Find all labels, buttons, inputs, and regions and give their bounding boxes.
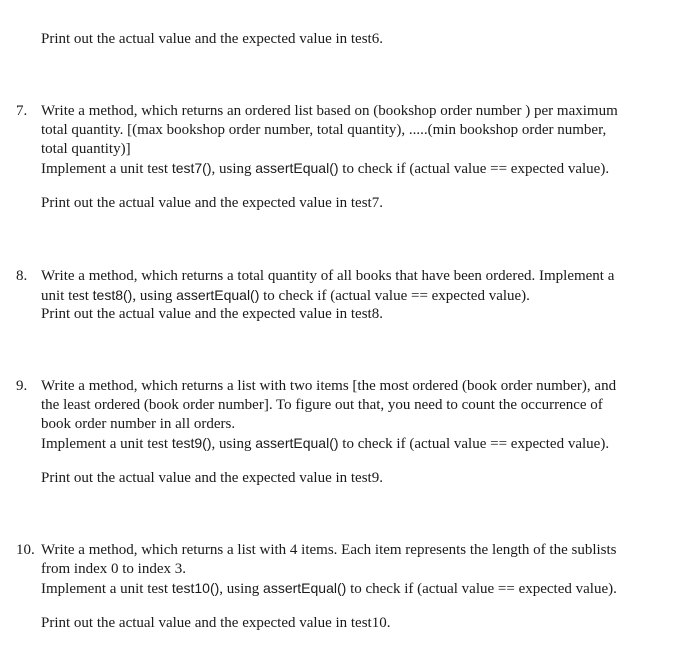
item-text-line: total quantity)]	[41, 141, 131, 157]
item-text-line: from index 0 to index 3.	[41, 561, 186, 577]
item-text-line: Write a method, which returns a list with two items [the most ordered (book order number), and	[41, 378, 617, 394]
assert-method-name: assertEqual()	[263, 580, 347, 596]
implement-suffix: to check if (actual value == expected value).	[338, 161, 610, 177]
implement-mid: , using	[211, 161, 256, 177]
item-print-line: Print out the actual value and the expected value in test8.	[41, 306, 383, 322]
assert-method-name: assertEqual()	[176, 287, 260, 303]
test-method-name: test9()	[171, 435, 212, 451]
item-implement-line	[41, 579, 617, 599]
item-text-line: total quantity. [(max bookshop order number, total quantity), .....(min bookshop order number,	[41, 122, 607, 138]
implement-prefix: Implement a unit test	[41, 436, 172, 452]
implement-mid: , using	[219, 581, 264, 597]
item-6-print-line: Print out the actual value and the expected value in test6.	[41, 31, 383, 47]
implement-mid: , using	[211, 436, 256, 452]
item-print-line: Print out the actual value and the expected value in test7.	[41, 195, 383, 211]
item-text-line: the least ordered (book order number]. To figure out that, you need to count the occurrence of	[41, 397, 603, 413]
item-implement-line	[41, 159, 609, 179]
item-number: 8.	[16, 268, 28, 284]
implement-mid: , using	[132, 288, 177, 304]
item-text-line: Write a method, which returns a list with 4 items. Each item represents the length of the sublists	[41, 542, 617, 558]
item-text-line: Write a method, which returns a total quantity of all books that have been ordered. Implement a	[41, 268, 615, 284]
implement-suffix: to check if (actual value == expected value).	[259, 288, 530, 304]
implement-suffix: to check if (actual value == expected value).	[346, 581, 617, 597]
item-implement-line	[41, 434, 609, 454]
item-number: 7.	[16, 103, 28, 119]
item-print-line: Print out the actual value and the expected value in test9.	[41, 470, 383, 486]
implement-suffix: to check if (actual value == expected value).	[338, 436, 610, 452]
test-method-name: test7()	[171, 160, 212, 176]
implement-prefix: Implement a unit test	[41, 581, 172, 597]
item-number: 9.	[16, 378, 28, 394]
assert-method-name: assertEqual()	[255, 160, 339, 176]
item-text-line: Write a method, which returns an ordered list based on (bookshop order number ) per maximum	[41, 103, 618, 119]
assert-method-name: assertEqual()	[255, 435, 339, 451]
test-method-name: test10()	[171, 580, 220, 596]
item-number: 10.	[16, 542, 35, 558]
test-method-name: test8()	[92, 287, 133, 303]
item-text-line: book order number in all orders.	[41, 416, 236, 432]
item-implement-line	[41, 286, 530, 306]
item-print-line: Print out the actual value and the expected value in test10.	[41, 615, 391, 631]
implement-prefix: Implement a unit test	[41, 161, 172, 177]
implement-prefix: unit test	[41, 288, 93, 304]
